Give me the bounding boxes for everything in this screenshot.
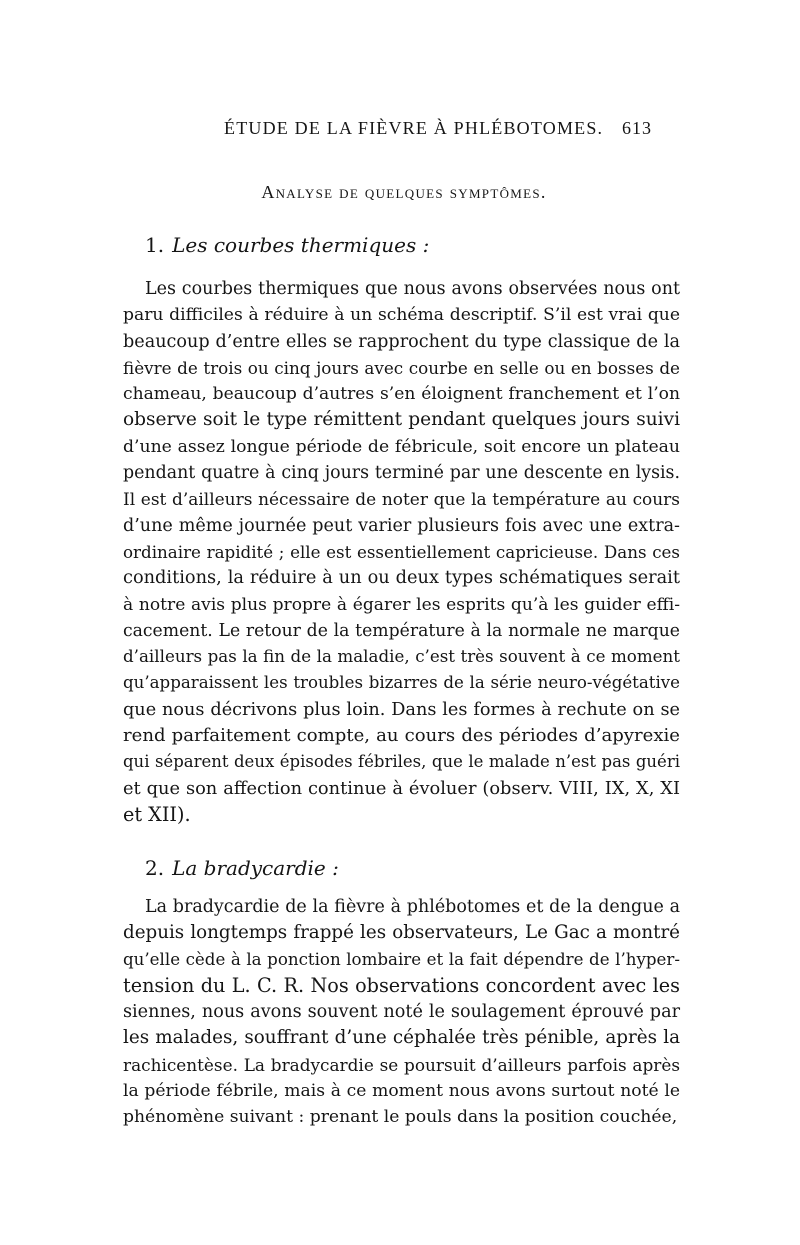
text-line: depuis longtemps frappé les observateurs, Le Gac a montré [123, 922, 680, 944]
section-heading: Analyse de quelques symptômes. [261, 182, 547, 202]
running-header [0, 118, 800, 146]
subsection-number: 1. [145, 233, 165, 257]
subsection-heading-bradycardia [145, 856, 339, 880]
subsection-heading-thermal-curves [145, 233, 429, 257]
text-line: paru difficiles à réduire à un schéma descriptif. S’il est vrai que [123, 305, 680, 326]
text-line: pendant quatre à cinq jours terminé par une descente en lysis. [123, 463, 680, 484]
running-title: ÉTUDE DE LA FIÈVRE À PHLÉBOTOMES. [224, 118, 604, 138]
text-line: conditions, la réduire à un ou deux types schématiques serait [123, 568, 680, 589]
text-line: fièvre de trois ou cinq jours avec courbe en selle ou en bosses de [123, 357, 680, 378]
text-line: que nous décrivons plus loin. Dans les formes à rechute on se [123, 699, 680, 720]
text-line: qu’apparaissent les troubles bizarres de la série neuro-végétative [123, 673, 680, 693]
text-line: beaucoup d’entre elles se rapprochent du type classique de la [123, 331, 680, 352]
paragraph-bradycardia [123, 894, 680, 1131]
text-line: à notre avis plus propre à égarer les esprits qu’à les guider effi- [123, 594, 680, 615]
subsection-title: La bradycardie : [172, 856, 339, 880]
text-line: et que son affection continue à évoluer (observ. VIII, IX, X, XI [123, 777, 680, 799]
paragraph-thermal-curves [123, 276, 680, 828]
text-line: rachicentèse. La bradycardie se poursuit d’ailleurs parfois après [123, 1054, 680, 1075]
text-line: cacement. Le retour de la température à la normale ne marque [123, 620, 680, 641]
text-line: qu’elle cède à la ponction lombaire et la fait dépendre de l’hyper- [123, 949, 680, 969]
text-line: et XII). [123, 802, 191, 826]
text-line: chameau, beaucoup d’autres s’en éloignent franchement et l’on [123, 384, 680, 405]
text-line: observe soit le type rémittent pendant quelques jours suivi [123, 409, 680, 431]
text-line: les malades, souffrant d’une céphalée très pénible, après la [123, 1027, 680, 1049]
text-line: Les courbes thermiques que nous avons observées nous ont [145, 279, 680, 299]
subsection-title: Les courbes thermiques : [172, 233, 430, 257]
text-line: La bradycardie de la fièvre à phlébotomes et de la dengue a [145, 897, 680, 917]
text-line: d’une même journée peut varier plusieurs fois avec une extra- [123, 515, 680, 536]
text-line: tension du L. C. R. Nos observations concordent avec les [123, 973, 680, 997]
text-line: d’ailleurs pas la fin de la maladie, c’est très souvent à ce moment [123, 647, 680, 667]
page-number: 613 [622, 118, 652, 138]
subsection-number: 2. [145, 856, 165, 880]
text-line: rend parfaitement compte, au cours des périodes d’apyrexie [123, 725, 680, 747]
text-line: la période fébrile, mais à ce moment nous avons surtout noté le [123, 1081, 680, 1102]
text-line: ordinaire rapidité ; elle est essentiellement capricieuse. Dans ces [123, 541, 680, 562]
text-line: d’une assez longue période de fébricule, soit encore un plateau [123, 436, 680, 457]
text-line: phénomène suivant : prenant le pouls dans la position couchée, [123, 1107, 678, 1128]
text-line: siennes, nous avons souvent noté le soulagement éprouvé par [123, 1002, 680, 1023]
text-line: Il est d’ailleurs nécessaire de noter que la température au cours [123, 489, 680, 510]
text-line: qui séparent deux épisodes fébriles, que le malade n’est pas guéri [123, 752, 680, 772]
